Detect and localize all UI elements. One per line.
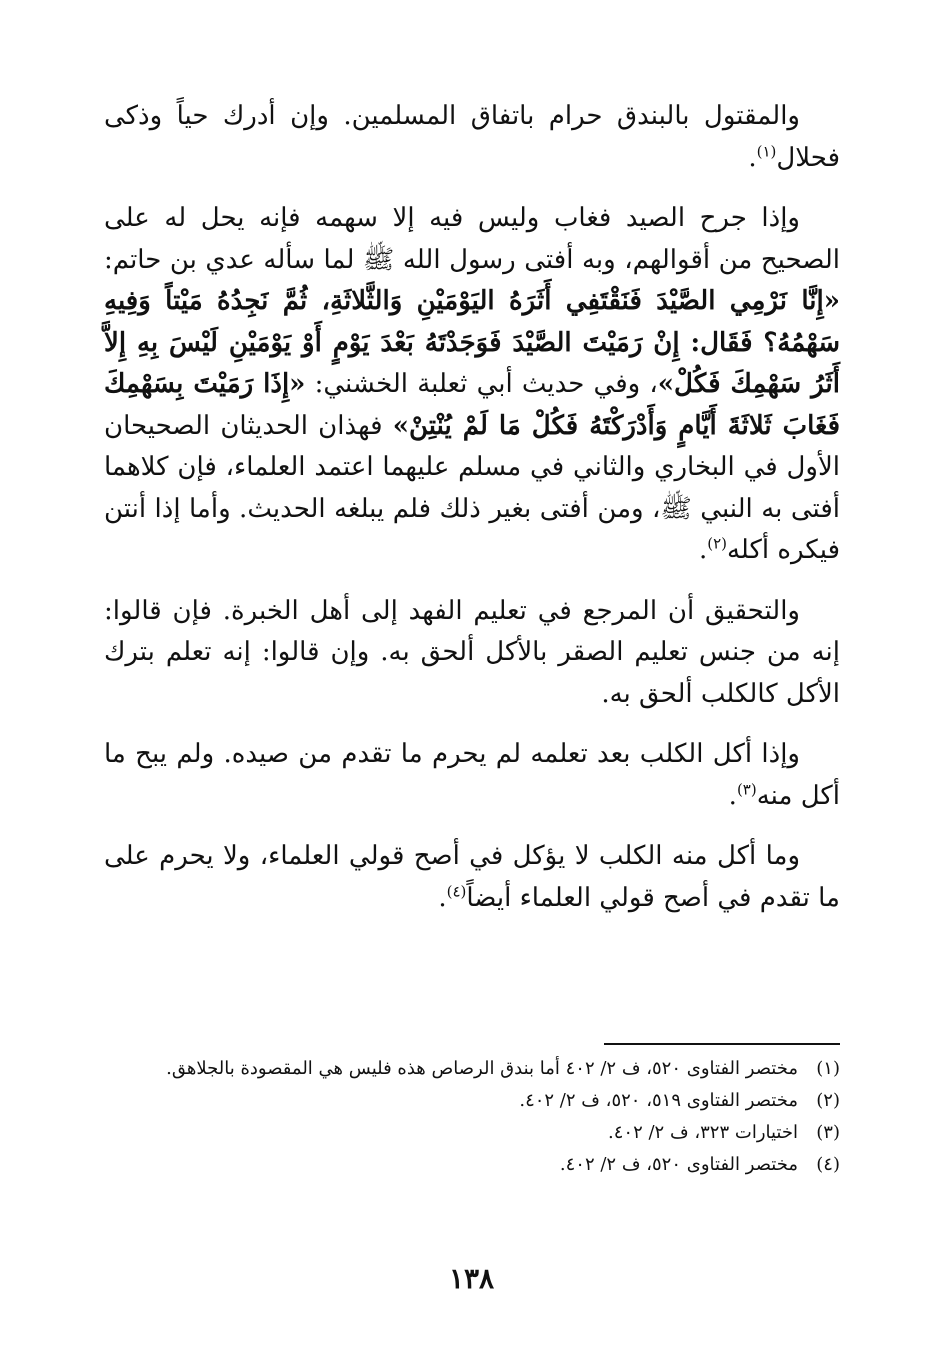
footnote-text: اختيارات ٣٢٣، ف ٢/ ٤٠٢. (608, 1122, 798, 1143)
paragraph-2 (104, 198, 840, 572)
footnote-3 (102, 1119, 840, 1147)
paragraph-text: والمقتول بالبندق حرام باتفاق المسلمين. وإن أدرك حياً وذكى فحلال (104, 101, 840, 173)
footnote-separator (604, 1043, 840, 1045)
paragraph-ending: . (748, 142, 757, 173)
footnote-text: مختصر الفتاوى ٥٢٠، ف ٢/ ٤٠٢ أما بندق الرصاص هذه فليس هي المقصودة بالجلاهق. (166, 1058, 798, 1079)
hadith-quote: «إِنَّا نَرْمِي الصَّيْدَ فَنَقْتَفِي أَثَرَهُ اليَوْمَيْنِ وَالثَّلاثَةِ، ثُمَّ نَجِدُهُ مَيْتاً وَفِيهِ سَهْمُهُ؟ فَقَال: إِنْ رَمَيْتَ الصَّيْدَ فَوَجَدْتَهُ بَعْدَ يَوْمٍ أَوْ يَوْمَيْنِ لَيْسَ بِهِ إِلاَّ أَثَرُ سَهْمِكَ فَكُلْ» (104, 286, 840, 399)
paragraph-1 (104, 96, 840, 179)
footnote-reference: (١) (756, 141, 777, 160)
footnote-2 (102, 1087, 840, 1115)
paragraph-text: فهذان الحديثان الصحيحان الأول في البخاري والثاني في مسلم عليهما اعتمد العلماء، فإن كلاهما أفتى به النبي ﷺ، ومن أفتى بغير ذلك فلم يبلغه الحديث. وأما إذا أنتن فيكره أكله (104, 410, 840, 565)
paragraph-3 (104, 591, 840, 716)
footnote-reference: (٢) (707, 534, 727, 553)
footnote-text: مختصر الفتاوى ٥٢٠، ف ٢/ ٤٠٢. (559, 1154, 798, 1175)
paragraph-ending: . (698, 535, 708, 565)
footnote-number: (٤) (816, 1154, 840, 1175)
paragraph-text: وما أكل منه الكلب لا يؤكل في أصح قولي العلماء، ولا يحرم على ما تقدم في أصح قولي العلماء أيضاً (104, 841, 840, 913)
paragraph-ending: . (438, 882, 447, 913)
footnote-1 (102, 1055, 840, 1083)
paragraph-text: ، وفي حديث أبي ثعلبة الخشني: (305, 369, 658, 399)
footnote-number: (١) (816, 1058, 840, 1079)
paragraph-5 (104, 836, 840, 919)
paragraph-ending: . (728, 780, 737, 811)
paragraph-text: والتحقيق أن المرجع في تعليم الفهد إلى أهل الخبرة. فإن قالوا: إنه من جنس تعليم الصقر بالأكل ألحق به. وإن قالوا: إنه تعلم بترك الأكل كالكلب ألحق به. (104, 595, 840, 709)
footnote-reference: (٤) (446, 881, 467, 900)
footnote-4 (102, 1151, 840, 1179)
paragraph-text: وإذا جرح الصيد فغاب وليس فيه إلا سهمه فإنه يحل له على الصحيح من أقوالهم، وبه أفتى رسول الله ﷺ لما سأله عدي بن حاتم: (104, 203, 840, 275)
footnote-number: (٣) (816, 1122, 840, 1143)
footnote-text: مختصر الفتاوى ٥١٩، ٥٢٠، ف ٢/ ٤٠٢. (519, 1090, 798, 1111)
footnote-number: (٢) (816, 1090, 840, 1111)
footnote-reference: (٣) (736, 779, 757, 798)
page-number: ١٣٨ (448, 1262, 495, 1295)
paragraph-4 (104, 734, 840, 817)
footnotes (102, 1055, 840, 1183)
main-text (104, 96, 840, 938)
hadith-quote: «إِذَا رَمَيْتَ بِسَهْمِكَ فَغَابَ ثَلاثَةَ أَيَّامٍ وَأَدْرَكْتَهُ فَكُلْ مَا لَمْ يُنْتِنْ» (104, 369, 840, 441)
paragraph-text: وإذا أكل الكلب بعد تعلمه لم يحرم ما تقدم من صيده. ولم يبح ما أكل منه (104, 739, 840, 811)
